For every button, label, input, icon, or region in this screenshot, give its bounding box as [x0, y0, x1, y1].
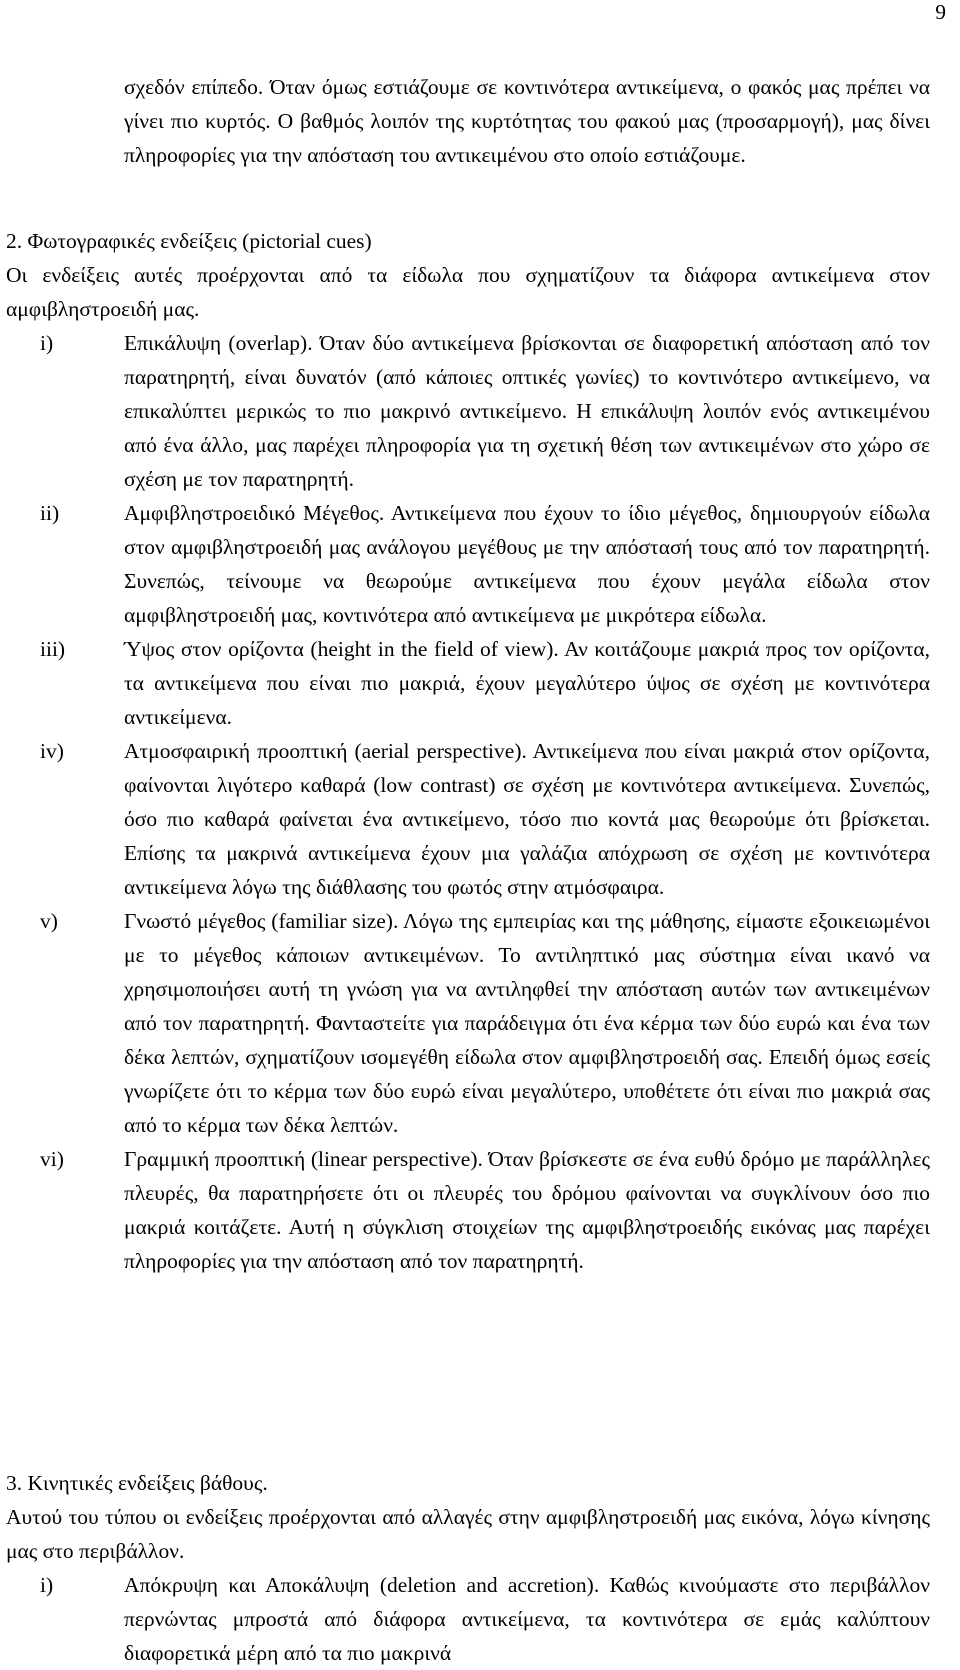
list-marker: vi)	[40, 1147, 64, 1171]
section-pictorial-cues	[6, 224, 930, 1278]
intro-paragraph: σχεδόν επίπεδο. Όταν όμως εστιάζουμε σε κοντινότερα αντικείμενα, ο φακός μας πρέπει να γίνει πιο κυρτός. Ο βαθμός λοιπόν της κυρτότητας του φακού μας (προσαρμογή), μας δίνει πληροφορίες για την απόσταση του αντικειμένου στο οποίο εστιάζουμε.	[124, 75, 930, 167]
page-number: 9	[935, 0, 946, 24]
list-item-text: Απόκρυψη και Αποκάλυψη (deletion and accretion). Καθώς κινούμαστε στο περιβάλλον περνώντας μπροστά από διάφορα αντικείμενα, τα κοντινότερα σε εμάς καλύπτουν διαφορετικά μέρη από τα πιο μακρινά	[124, 1573, 930, 1665]
list-item-text: Ατμοσφαιρική προοπτική (aerial perspective). Αντικείμενα που είναι μακριά στον ορίζοντα, φαίνονται λιγότερο καθαρά (low contrast) σε σχέση με κοντινότερα αντικείμενα. Συνεπώς, όσο πιο καθαρά φαίνεται ένα αντικείμενο, τόσο πιο κοντά μας θεωρούμε ότι βρίσκεται. Επίσης τα μακρινά αντικείμενα έχουν μια γαλάζια απόχρωση σε σχέση με κοντινότερα αντικείμενα λόγω της διάθλασης του φωτός στην ατμόσφαιρα.	[124, 739, 930, 899]
list-item	[6, 326, 930, 496]
list-marker: iii)	[40, 637, 66, 661]
section-text: Αυτού του τύπου οι ενδείξεις προέρχονται από αλλαγές στην αμφιβληστροειδή μας εικόνα, λόγω κίνησης μας στο περιβάλλον.	[6, 1505, 930, 1563]
list-marker: i)	[40, 331, 54, 355]
list-item	[6, 734, 930, 904]
list-item-text: Γνωστό μέγεθος (familiar size). Λόγω της εμπειρίας και της μάθησης, είμαστε εξοικειωμένοι με το μέγεθος κάποιων αντικειμένων. Το αντιληπτικό μας σύστημα είναι ικανό να χρησιμοποιήσει αυτή τη γνώση για να αντιληφθεί την απόσταση αυτών των αντικειμένων από τον παρατηρητή. Φανταστείτε για παράδειγμα ότι ένα κέρμα των δύο ευρώ και ένα των δέκα λεπτών, σχηματίζουν ισομεγέθη είδωλα στον αμφιβληστροειδή σας. Επειδή όμως εσείς γνωρίζετε ότι το κέρμα των δύο ευρώ είναι μεγαλύτερο, υποθέτετε ότι είναι πιο μακριά σας από το κέρμα των δέκα λεπτών.	[124, 909, 930, 1137]
list-item	[6, 904, 930, 1142]
list-item	[6, 1142, 930, 1278]
list-item-text: Επικάλυψη (overlap). Όταν δύο αντικείμενα βρίσκονται σε διαφορετική απόσταση από τον παρατηρητή, είναι δυνατόν (από κάποιες οπτικές γωνίες) το κοντινότερο αντικείμενο, να επικαλύπτει μερικώς το πιο μακρινό αντικείμενο. Η επικάλυψη λοιπόν ενός αντικειμένου από ένα άλλο, μας παρέχει πληροφορία για τη σχετική θέση των αντικειμένων στο χώρο σε σχέση με τον παρατηρητή.	[124, 331, 930, 491]
list-item-text: Γραμμική προοπτική (linear perspective). Όταν βρίσκεστε σε ένα ευθύ δρόμο με παράλληλες πλευρές, θα παρατηρήσετε ότι οι πλευρές του δρόμου φαίνονται να συγκλίνουν όσο πιο μακριά κοιτάζετε. Αυτή η σύγκλιση στοιχείων της αμφιβληστροειδής εικόνας μας παρέχει πληροφορίες για την απόσταση από τον παρατηρητή.	[124, 1147, 930, 1273]
list-marker: v)	[40, 909, 58, 933]
cue-list	[6, 326, 930, 1278]
list-item-text: Ύψος στον ορίζοντα (height in the field of view). Αν κοιτάζουμε μακριά προς τον ορίζοντα, τα αντικείμενα που είναι πιο μακριά, έχουν μεγαλύτερο ύψος σε σχέση με κοντινότερα αντικείμενα.	[124, 637, 930, 729]
list-marker: i)	[40, 1573, 54, 1597]
list-item	[6, 1568, 930, 1670]
cue-list	[6, 1568, 930, 1670]
section-text: Οι ενδείξεις αυτές προέρχονται από τα είδωλα που σχηματίζουν τα διάφορα αντικείμενα στον αμφιβληστροειδή μας.	[6, 263, 930, 321]
section-heading: 2. Φωτογραφικές ενδείξεις (pictorial cues)	[6, 229, 372, 253]
list-item	[6, 632, 930, 734]
list-item	[6, 496, 930, 632]
section-motion-cues	[6, 1466, 930, 1670]
section-heading: 3. Κινητικές ενδείξεις βάθους.	[6, 1471, 268, 1495]
list-marker: ii)	[40, 501, 60, 525]
list-marker: iv)	[40, 739, 64, 763]
list-item-text: Αμφιβληστροειδικό Μέγεθος. Αντικείμενα που έχουν το ίδιο μέγεθος, δημιουργούν είδωλα στον αμφιβληστροειδή μας ανάλογου μεγέθους με την απόστασή τους από τον παρατηρητή. Συνεπώς, τείνουμε να θεωρούμε αντικείμενα που έχουν μεγάλα είδωλα στον αμφιβληστροειδή μας, κοντινότερα από αντικείμενα με μικρότερα είδωλα.	[124, 501, 930, 627]
